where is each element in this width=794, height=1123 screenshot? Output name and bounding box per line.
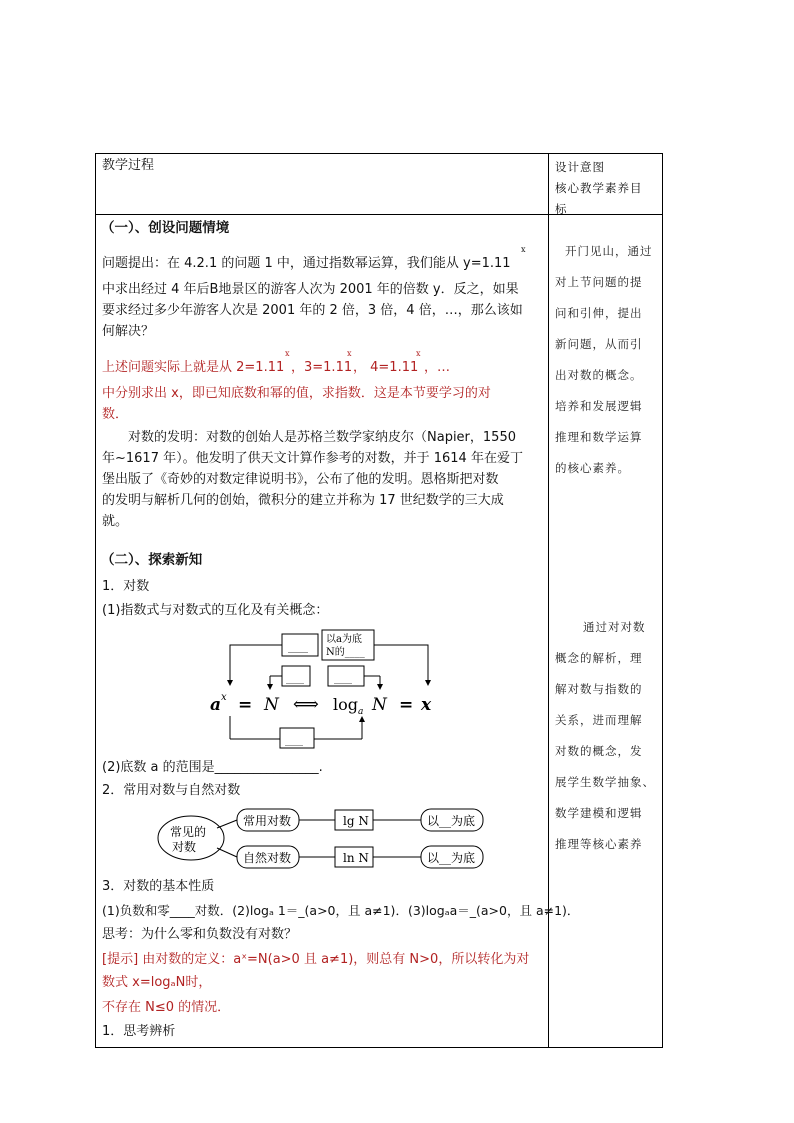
side-note-1 xyxy=(555,236,659,484)
side-note-line: 关系，进而理解 xyxy=(555,713,643,727)
lg-expr: lg N xyxy=(343,814,369,828)
item3-heading: 3．对数的基本性质 xyxy=(102,879,215,894)
common-log-label: 常用对数 xyxy=(243,814,292,828)
header-right-line: 设计意图 xyxy=(555,160,605,174)
side-note-line: 数学建模和逻辑 xyxy=(555,806,643,820)
side-note-line: 新问题，从而引 xyxy=(555,337,643,351)
side-note-line: 解对数与指数的 xyxy=(555,682,643,696)
natural-base-label: 以__为底 xyxy=(427,851,476,865)
header-right-line: 核心教学素养目 xyxy=(555,181,643,195)
base-range-line: (2)底数 a 的范围是________________. xyxy=(102,760,323,775)
formula-N: N xyxy=(372,695,387,715)
formula-log-base: a xyxy=(358,707,364,717)
problem-superscript: x xyxy=(521,245,526,254)
side-note-line: 概念的解析，理 xyxy=(555,651,643,665)
side-note-line: 推理等核心素养 xyxy=(555,837,643,851)
center-label: 对数 xyxy=(172,840,197,854)
history-line: 年~1617 年）。他发明了供天文计算作参考的对数，并于 1614 年在爱丁 xyxy=(102,451,523,466)
history-line: 就。 xyxy=(102,514,129,529)
side-note-line: 的核心素养。 xyxy=(555,461,630,475)
red-line: 中分别求出 x，即已知底数和幂的值，求指数．这是本节要学习的对 xyxy=(102,386,491,401)
red-superscript: x xyxy=(285,349,290,358)
problem-line: 问题提出：在 4.2.1 的问题 1 中，通过指数幂运算，我们能从 y=1.11 xyxy=(102,256,511,271)
blank: ____ xyxy=(285,736,303,746)
formula-a: a xyxy=(210,695,222,715)
formula-equals: = xyxy=(238,695,253,715)
item1-heading: 1．对数 xyxy=(102,579,150,594)
history-line: 堡出版了《奇妙的对数定律说明书》，公布了他的发明。恩格斯把对数 xyxy=(102,472,499,487)
ln-expr: ln N xyxy=(343,851,369,865)
section1-title: （一）、创设问题情境 xyxy=(101,220,230,236)
side-note-line: 展学生数学抽象、 xyxy=(555,775,655,789)
think-discuss-heading: 1．思考辨析 xyxy=(102,1024,176,1039)
side-note-line: 推理和数学运算 xyxy=(555,430,643,444)
item2-heading: 2．常用对数与自然对数 xyxy=(102,783,241,798)
red-intro-part: 上述问题实际上就是从 2=1.11 xyxy=(102,360,285,375)
red-superscript: x xyxy=(347,349,352,358)
side-note-line: 通过对对数 xyxy=(583,620,646,634)
formula-log: log xyxy=(333,695,358,714)
exp-log-diagram xyxy=(200,626,450,754)
side-note-line: 对上节问题的提 xyxy=(555,275,643,289)
properties-line: (1)负数和零____对数．(2)logₐ 1＝_(a>0，且 a≠1)．(3)logₐa＝_(a>0，且 a≠1)． xyxy=(102,903,580,918)
formula-equals: = xyxy=(399,695,414,715)
red-intro-part: ， 4=1.11 xyxy=(353,360,419,375)
hint-line: 不存在 N≤0 的情况． xyxy=(102,1000,231,1015)
side-note-2 xyxy=(555,612,659,860)
red-intro-part: ，3=1.11 xyxy=(291,360,353,375)
blank: ____ xyxy=(286,674,304,684)
red-superscript: x xyxy=(416,349,421,358)
side-note-line: 对数的概念，发 xyxy=(555,744,643,758)
think-question: 思考：为什么零和负数没有对数？ xyxy=(102,927,298,942)
equivalence-arrow: ⟺ xyxy=(293,694,319,715)
header-right-title xyxy=(555,157,643,220)
common-base-label: 以__为底 xyxy=(427,814,476,828)
header-right-line: 标 xyxy=(555,202,568,216)
common-log-diagram xyxy=(155,802,495,872)
red-line: 数． xyxy=(102,407,129,422)
hint-line: 数式 x=logₐN时， xyxy=(102,975,212,990)
problem-line: 何解决？ xyxy=(102,324,155,339)
section2-title: （二）、探索新知 xyxy=(101,552,203,568)
side-note-line: 出对数的概念。 xyxy=(555,368,643,382)
center-label: 常见的 xyxy=(170,825,207,839)
side-note-line: 开门见山，通过 xyxy=(565,244,653,258)
side-note-line: 培养和发展逻辑 xyxy=(555,399,643,413)
base-box-line: 以a为底 xyxy=(326,634,362,645)
natural-log-label: 自然对数 xyxy=(243,851,292,865)
formula-N: N xyxy=(264,695,279,715)
base-box-line: N的____ xyxy=(326,647,365,658)
red-intro-part: ，… xyxy=(424,360,451,375)
formula-exponent: x xyxy=(221,692,227,703)
formula-x: x xyxy=(421,695,432,715)
blank: ____ xyxy=(334,674,352,684)
blank: ____ xyxy=(288,642,308,653)
history-line: 对数的发明：对数的创始人是苏格兰数学家纳皮尔（Napier，1550 xyxy=(128,430,516,445)
history-line: 的发明与解析几何的创始，微积分的建立并称为 17 世纪数学的三大成 xyxy=(102,493,504,508)
header-left-title: 教学过程 xyxy=(102,158,155,173)
side-note-line: 问和引伸，提出 xyxy=(555,306,643,320)
problem-line: 要求经过多少年游客人次是 2001 年的 2 倍，3 倍，4 倍，…，那么该如 xyxy=(102,303,523,318)
item1-subheading: (1)指数式与对数式的互化及有关概念： xyxy=(102,603,329,618)
problem-line: 中求出经过 4 年后B地景区的游客人次为 2001 年的倍数 y．反之，如果 xyxy=(102,282,519,297)
hint-line: [提示] 由对数的定义：aˣ=N(a>0 且 a≠1)，则总有 N>0，所以转化为对 xyxy=(102,952,530,967)
